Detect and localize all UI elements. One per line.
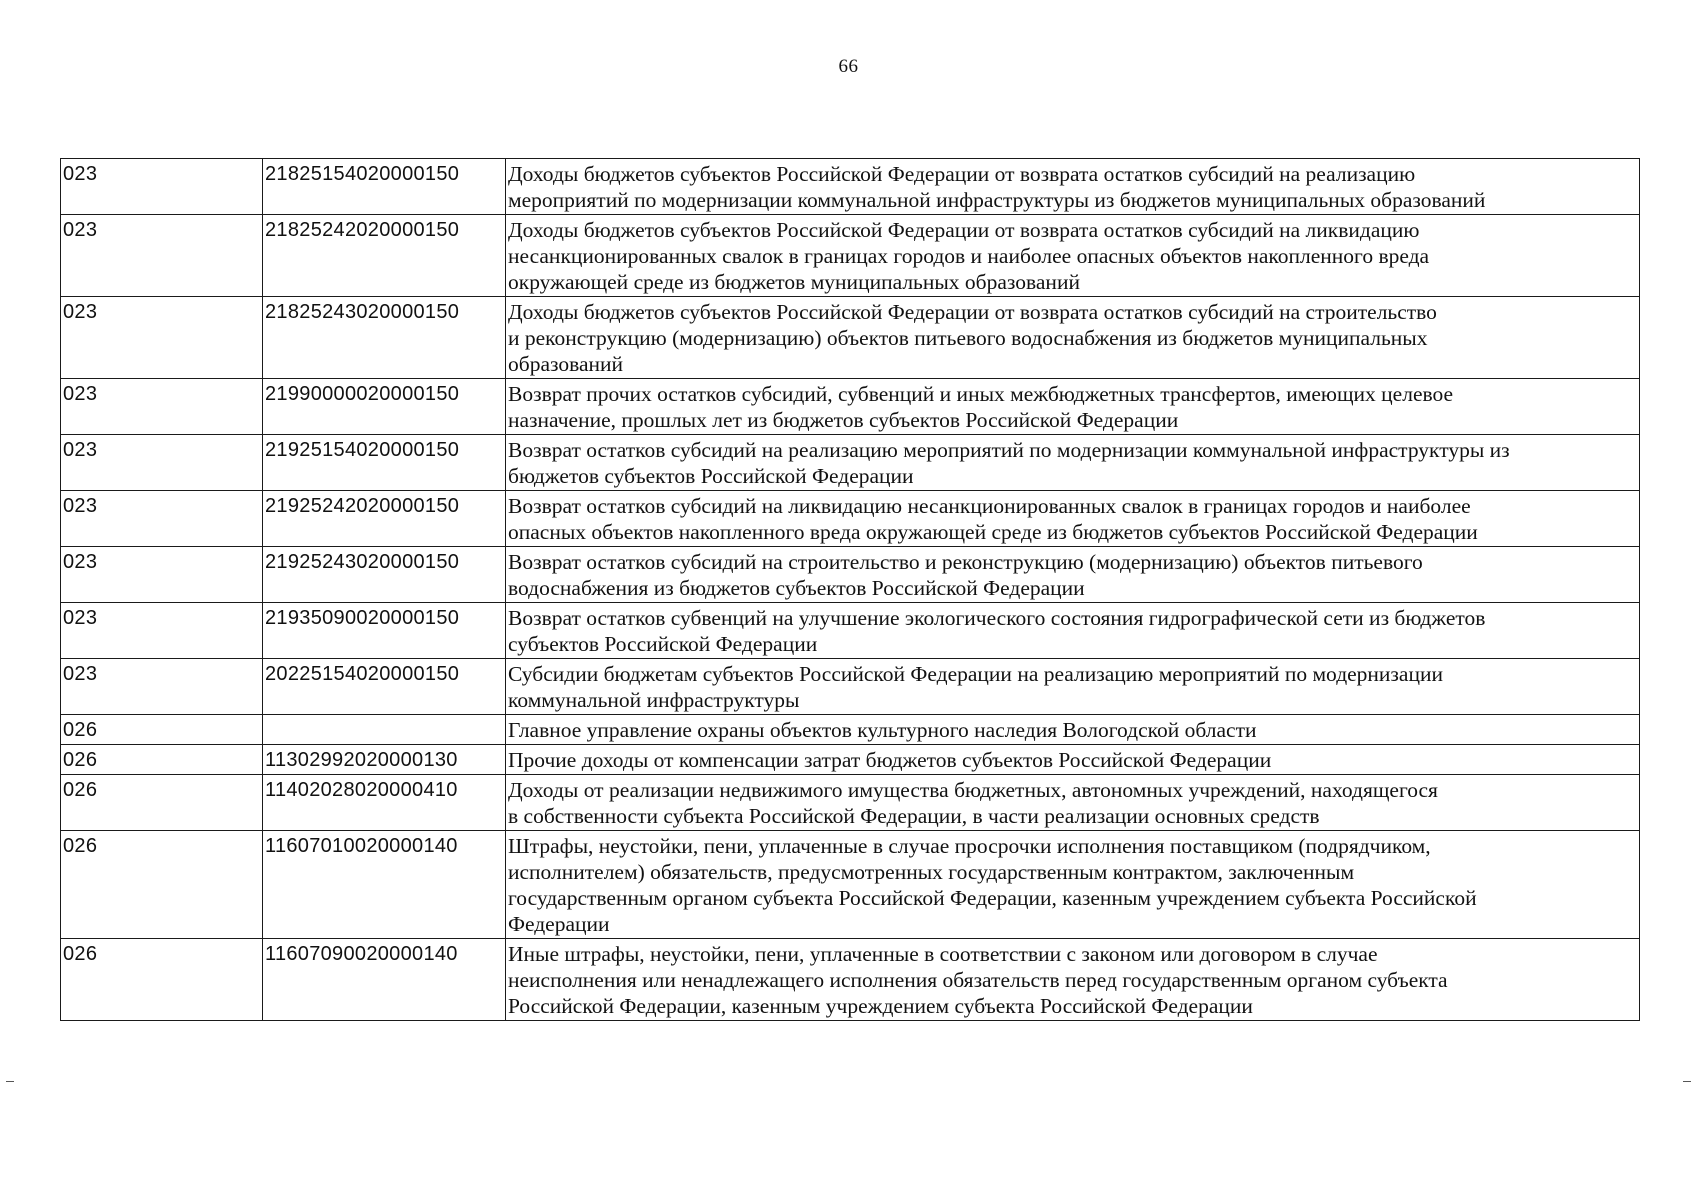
revenue-code-cell: 21925154020000150 <box>263 435 506 491</box>
revenue-code-cell: 21925243020000150 <box>263 547 506 603</box>
table-row <box>61 659 1640 715</box>
revenue-code-cell: 21925242020000150 <box>263 491 506 547</box>
table-row <box>61 547 1640 603</box>
table-row <box>61 379 1640 435</box>
administrator-code-cell: 023 <box>61 435 263 491</box>
revenue-name-cell: Доходы бюджетов субъектов Российской Федерации от возврата остатков субсидий на ликвидацию несанкционированных свалок в границах городов и наиболее опасных объектов накопленного вреда окружающей среде из бюджетов муниципальных образований <box>506 215 1640 297</box>
revenue-code-cell: 21935090020000150 <box>263 603 506 659</box>
administrator-code-cell: 023 <box>61 603 263 659</box>
revenue-code-cell: 21825242020000150 <box>263 215 506 297</box>
administrator-code-cell: 023 <box>61 659 263 715</box>
table-row <box>61 491 1640 547</box>
revenue-name-cell: Возврат остатков субсидий на строительство и реконструкцию (модернизацию) объектов питьевого водоснабжения из бюджетов субъектов Российской Федерации <box>506 547 1640 603</box>
administrator-code-cell: 026 <box>61 745 263 775</box>
revenue-name-cell: Доходы бюджетов субъектов Российской Федерации от возврата остатков субсидий на строительство и реконструкцию (модернизацию) объектов питьевого водоснабжения из бюджетов муниципальных образований <box>506 297 1640 379</box>
revenue-name-cell: Возврат прочих остатков субсидий, субвенций и иных межбюджетных трансфертов, имеющих целевое назначение, прошлых лет из бюджетов субъектов Российской Федерации <box>506 379 1640 435</box>
administrator-code-cell: 023 <box>61 159 263 215</box>
revenue-name-cell: Субсидии бюджетам субъектов Российской Федерации на реализацию мероприятий по модернизации коммунальной инфраструктуры <box>506 659 1640 715</box>
revenue-name-cell: Возврат остатков субвенций на улучшение экологического состояния гидрографической сети из бюджетов субъектов Российской Федерации <box>506 603 1640 659</box>
revenue-name-cell: Прочие доходы от компенсации затрат бюджетов субъектов Российской Федерации <box>506 745 1640 775</box>
table-row <box>61 715 1640 745</box>
administrator-code-cell: 026 <box>61 775 263 831</box>
page-number: 66 <box>838 56 859 77</box>
revenue-codes-table <box>60 158 1640 1021</box>
administrator-code-cell: 023 <box>61 215 263 297</box>
table-row <box>61 603 1640 659</box>
revenue-code-cell: 11402028020000410 <box>263 775 506 831</box>
table-row <box>61 745 1640 775</box>
administrator-code-cell: 026 <box>61 831 263 939</box>
revenue-code-cell <box>263 715 506 745</box>
administrator-code-cell: 023 <box>61 491 263 547</box>
administrator-code-cell: 026 <box>61 715 263 745</box>
revenue-code-cell: 11607010020000140 <box>263 831 506 939</box>
revenue-name-cell: Штрафы, неустойки, пени, уплаченные в случае просрочки исполнения поставщиком (подрядчиком, исполнителем) обязательств, предусмотренных государственным контрактом, заключенным государственным органом субъекта Российской Федерации, казенным учреждением субъекта Российской Федерации <box>506 831 1640 939</box>
table-row <box>61 939 1640 1021</box>
revenue-code-cell: 11302992020000130 <box>263 745 506 775</box>
table-row <box>61 831 1640 939</box>
revenue-code-cell: 21990000020000150 <box>263 379 506 435</box>
revenue-name-cell: Доходы бюджетов субъектов Российской Федерации от возврата остатков субсидий на реализацию мероприятий по модернизации коммунальной инфраструктуры из бюджетов муниципальных образований <box>506 159 1640 215</box>
administrator-code-cell: 026 <box>61 939 263 1021</box>
revenue-name-cell: Главное управление охраны объектов культурного наследия Вологодской области <box>506 715 1640 745</box>
administrator-code-cell: 023 <box>61 547 263 603</box>
administrator-code-cell: 023 <box>61 379 263 435</box>
revenue-code-cell: 11607090020000140 <box>263 939 506 1021</box>
table-row <box>61 297 1640 379</box>
revenue-name-cell: Возврат остатков субсидий на реализацию мероприятий по модернизации коммунальной инфраструктуры из бюджетов субъектов Российской Федерации <box>506 435 1640 491</box>
table-row <box>61 435 1640 491</box>
revenue-name-cell: Возврат остатков субсидий на ликвидацию несанкционированных свалок в границах городов и наиболее опасных объектов накопленного вреда окружающей среде из бюджетов субъектов Российской Федерации <box>506 491 1640 547</box>
revenue-code-cell: 21825154020000150 <box>263 159 506 215</box>
administrator-code-cell: 023 <box>61 297 263 379</box>
revenue-code-cell: 21825243020000150 <box>263 297 506 379</box>
right-scan-mark <box>1683 1081 1691 1082</box>
table-row <box>61 159 1640 215</box>
table-row <box>61 215 1640 297</box>
left-scan-mark <box>6 1081 14 1082</box>
revenue-code-cell: 20225154020000150 <box>263 659 506 715</box>
revenue-name-cell: Доходы от реализации недвижимого имущества бюджетных, автономных учреждений, находящегося в собственности субъекта Российской Федерации, в части реализации основных средств <box>506 775 1640 831</box>
table-row <box>61 775 1640 831</box>
revenue-name-cell: Иные штрафы, неустойки, пени, уплаченные в соответствии с законом или договором в случае неисполнения или ненадлежащего исполнения обязательств перед государственным органом субъекта Российской Федерации, казенным учреждением субъекта Российской Федерации <box>506 939 1640 1021</box>
